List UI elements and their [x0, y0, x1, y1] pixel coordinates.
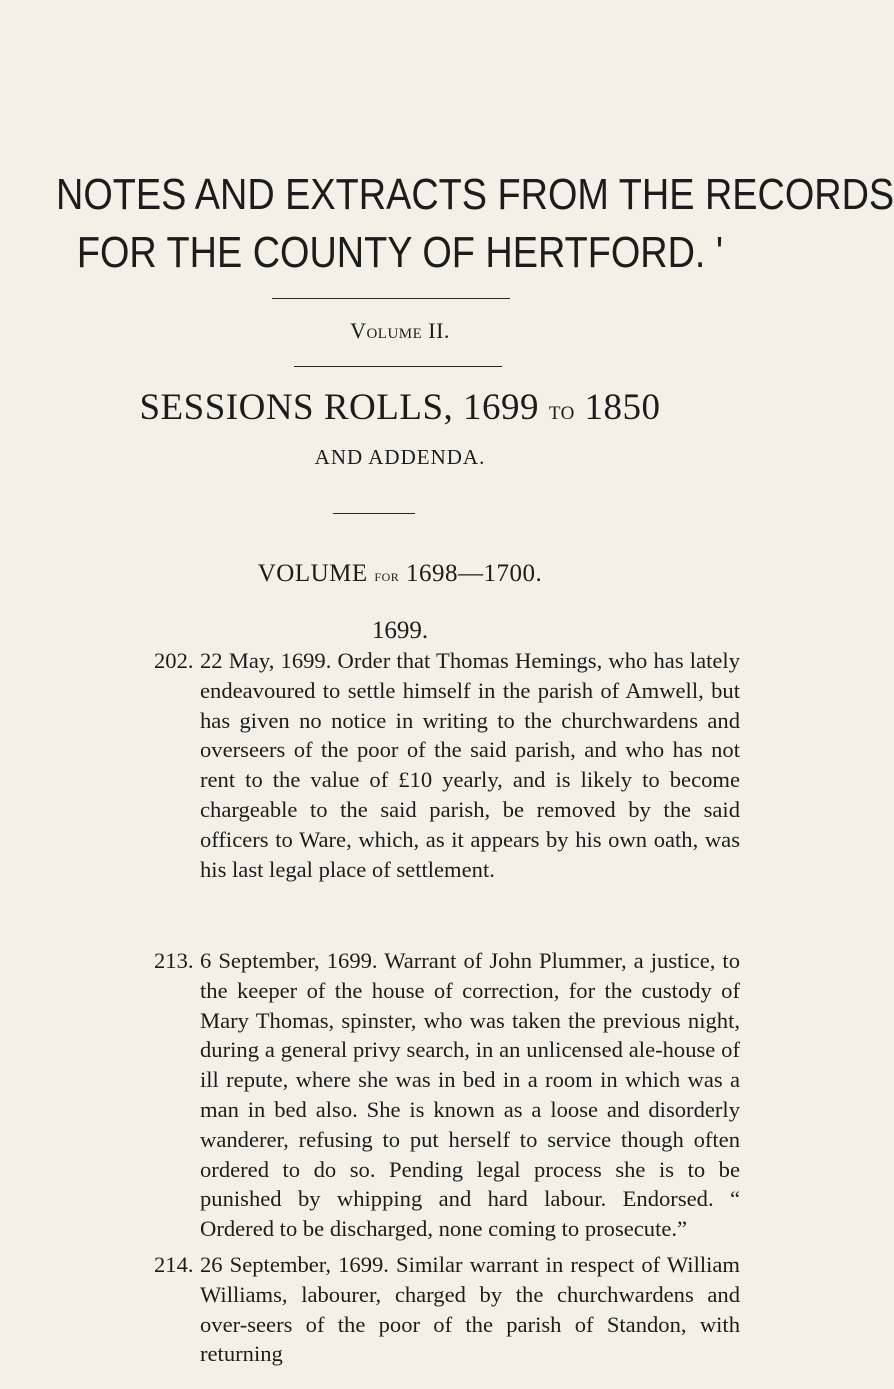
entry-text: 6 September, 1699. Warrant of John Plummer, a justice, to the keeper of the house of correction, for the custody of Mary Thomas, spinster, who was taken the previous night, during a general privy search, in an unlicensed ale-house of ill repute, where she was in bed in a room in which was a man in bed also. She is known as a loose and disorderly wanderer, refusing to put herself to service though often ordered to do so. Pending legal process she is to be punished by whipping and hard labour. Endorsed. “ Ordered to be discharged, none coming to prosecute.”	[200, 948, 740, 1242]
sessions-heading-main: SESSIONS ROLLS, 1699	[139, 387, 540, 428]
page-title-line-2: FOR THE COUNTY OF HERTFORD. '	[76, 228, 724, 277]
divider-rule	[272, 298, 510, 299]
entry-number: 213.	[154, 948, 194, 973]
entry-number: 202.	[154, 648, 194, 673]
page-title-line-1: NOTES AND EXTRACTS FROM THE RECORDS	[56, 170, 894, 219]
entry-number: 214.	[154, 1252, 194, 1277]
sessions-heading	[0, 386, 800, 429]
divider-rule	[294, 366, 502, 367]
divider-rule	[333, 513, 415, 514]
year-heading: 1699.	[371, 617, 429, 644]
sessions-heading-to: to	[548, 395, 575, 425]
addenda-heading: AND ADDENDA.	[314, 445, 486, 469]
volume-years-heading-main: VOLUME	[257, 560, 368, 587]
entry-text: 22 May, 1699. Order that Thomas Hemings, who has lately endeavoured to settle himself in the parish of Amwell, but has given no notice in writing to the churchwardens and overseers of the poor of the said parish, and who has not rent to the value of £10 yearly, and is likely to become chargeable to the said parish, be removed by the said officers to Ware, which, as it appears by his own oath, was his last legal place of settlement.	[200, 648, 740, 882]
sessions-heading-end: 1850	[584, 387, 661, 428]
volume-years-heading-years: 1698—1700.	[406, 560, 543, 587]
volume-years-heading-for: for	[374, 566, 400, 585]
entry-text: 26 September, 1699. Similar warrant in respect of William Williams, labourer, charged by the churchwardens and over-seers of the poor of the parish of Standon, with returning	[200, 1252, 740, 1367]
volume-label: Volume II.	[350, 318, 450, 343]
volume-years-heading	[0, 560, 800, 588]
